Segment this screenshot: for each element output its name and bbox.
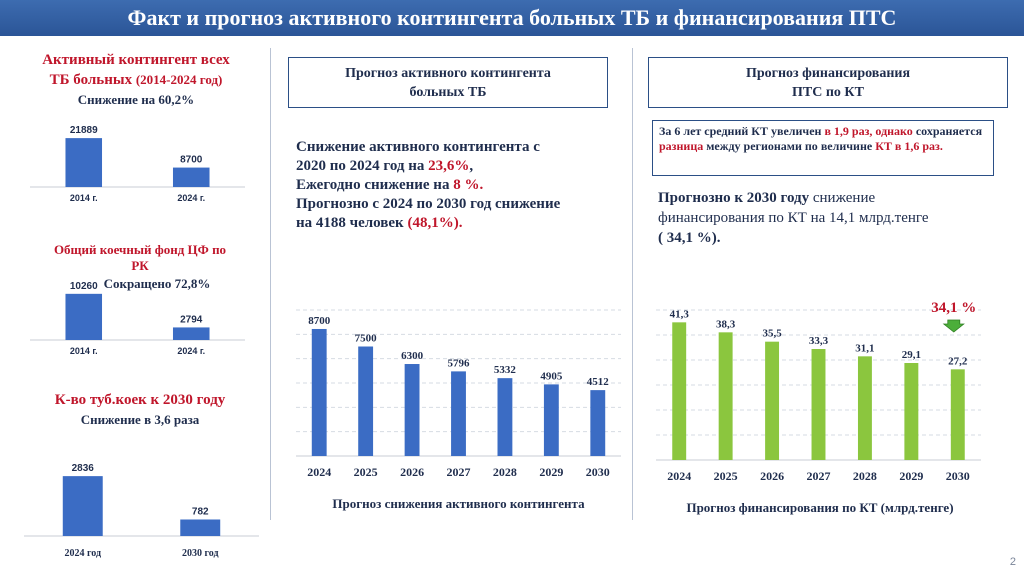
forecast-part1: Прогнозно к 2030 году — [658, 190, 810, 206]
middle-desc-line3b: 8 %. — [453, 177, 484, 193]
category-label: 2029 — [539, 465, 564, 479]
chart-contingent-forecast-svg — [296, 298, 621, 488]
info-text-7: КТ в 1,6 раз. — [875, 139, 943, 153]
chart-active-contingent-2014-2024 — [30, 112, 245, 212]
value-label: 27,2 — [948, 355, 968, 368]
info-text-2: в 1,9 раз, однако — [824, 124, 913, 138]
forecast-line1 — [658, 188, 1008, 208]
value-label: 29,1 — [901, 349, 921, 361]
middle-desc-line2 — [296, 157, 626, 176]
chart-tb-beds-svg — [24, 450, 259, 568]
forecast-line3: ( 34,1 %). — [658, 230, 721, 246]
value-label: 4512 — [586, 376, 609, 389]
block2-title-line2: РК — [131, 258, 149, 273]
page-number: 2 — [1009, 556, 1016, 568]
bar — [812, 349, 826, 460]
reduction-highlight: 34,1 % — [931, 300, 977, 316]
middle-chart-caption: Прогноз снижения активного контингента — [332, 496, 585, 511]
category-label: 2030 — [585, 465, 610, 479]
bar — [173, 327, 210, 340]
middle-desc-line5b: (48,1%). — [407, 215, 463, 231]
info-text-1: За 6 лет средний КТ увеличен — [659, 124, 822, 138]
chart-active-contingent-svg — [30, 112, 245, 212]
bar — [498, 378, 513, 456]
category-label: 2030 — [945, 469, 970, 483]
category-label: 2028 — [492, 465, 517, 479]
bar — [765, 342, 779, 460]
category-label: 2025 — [353, 465, 378, 479]
bar — [312, 329, 327, 456]
block1-subtitle: Снижение на 60,2% — [77, 92, 195, 107]
category-label: 2026 — [400, 465, 425, 479]
block1-title — [20, 50, 252, 90]
left-column-divider — [270, 48, 271, 520]
value-label: 8700 — [180, 154, 203, 166]
value-label: 4905 — [540, 370, 563, 383]
bar — [719, 332, 733, 460]
bar — [951, 369, 965, 460]
category-label: 2026 — [760, 469, 785, 483]
chart-tb-beds-2030 — [24, 450, 259, 568]
value-label: 2836 — [71, 463, 94, 475]
chart-bed-fund-svg — [30, 280, 245, 362]
value-label: 8700 — [308, 314, 331, 327]
bar — [358, 347, 373, 457]
middle-desc-line5 — [296, 214, 626, 233]
value-label: 33,3 — [808, 335, 829, 347]
value-label: 31,1 — [855, 342, 875, 355]
middle-desc-line2a: 2020 по 2024 год на — [296, 158, 425, 174]
bar — [173, 168, 210, 187]
category-label: 2024 г. — [177, 346, 206, 356]
bar — [63, 476, 103, 536]
value-label: 2794 — [180, 314, 203, 326]
middle-desc-line5a: на 4188 человек — [296, 215, 404, 231]
bar — [672, 322, 686, 460]
middle-desc-line2b: 23,6% — [428, 158, 470, 174]
middle-desc-line2c: , — [469, 158, 474, 174]
category-label: 2024 — [667, 469, 692, 483]
category-label: 2027 — [446, 465, 471, 479]
mid-column-divider — [632, 48, 633, 520]
block1-title-line2 — [20, 70, 252, 90]
down-arrow-icon — [944, 320, 964, 332]
value-label: 6300 — [401, 350, 424, 363]
value-label: 5332 — [493, 364, 516, 377]
info-text-6: величине — [820, 139, 873, 153]
value-label: 35,5 — [762, 327, 782, 340]
right-chart-caption: Прогноз финансирования по КТ (млрд.тенге) — [686, 500, 954, 515]
block3-title: К-во туб.коек к 2030 году — [54, 392, 226, 408]
block3-subtitle: Снижение в 3,6 раза — [80, 412, 200, 427]
middle-box-title — [288, 57, 608, 108]
info-text-4: разница — [659, 139, 704, 153]
block1-title-line2a: ТБ больных — [49, 72, 133, 88]
bar — [65, 138, 102, 187]
value-label: 782 — [191, 506, 209, 518]
category-label: 2014 г. — [69, 193, 98, 203]
bar — [590, 390, 605, 456]
category-label: 2024 год — [64, 548, 102, 559]
bar — [65, 294, 102, 340]
category-label: 2027 — [806, 469, 831, 483]
block1-title-line2b: (2014-2024 год) — [135, 72, 223, 87]
value-label: 41,3 — [669, 308, 689, 321]
info-text-3: сохраняется — [915, 124, 983, 138]
middle-desc-line3a: Ежегодно снижение на — [296, 177, 450, 193]
chart-financing-forecast — [656, 290, 981, 490]
value-label: 38,3 — [716, 318, 736, 331]
forecast-line2: финансирования по КТ на 14,1 млрд.тенге — [658, 210, 929, 226]
category-label: 2028 — [852, 469, 877, 483]
bar — [904, 363, 918, 460]
middle-desc-line4: Прогнозно с 2024 по 2030 год снижение — [296, 196, 561, 212]
category-label: 2030 год — [181, 548, 219, 559]
block2-title — [20, 242, 260, 274]
middle-desc-line3 — [296, 176, 626, 195]
bar — [544, 384, 559, 456]
bar — [405, 364, 420, 456]
info-text-5: между регионами по — [706, 139, 818, 153]
category-label: 2014 г. — [69, 346, 98, 356]
chart-contingent-forecast — [296, 298, 621, 488]
value-label: 21889 — [69, 125, 98, 137]
value-label: 10260 — [69, 280, 98, 292]
right-forecast-text — [658, 188, 1008, 248]
right-box-title-line1: Прогноз финансирования — [745, 65, 911, 81]
bar — [858, 356, 872, 460]
middle-box-title-line1: Прогноз активного контингента — [345, 65, 551, 81]
category-label: 2024 — [307, 465, 332, 479]
category-label: 2025 — [713, 469, 738, 483]
category-label: 2029 — [899, 469, 924, 483]
forecast-part2: снижение — [812, 190, 876, 206]
chart-bed-fund-2014-2024 — [30, 280, 245, 362]
category-label: 2024 г. — [177, 193, 206, 203]
bar — [180, 519, 220, 536]
value-label: 7500 — [354, 332, 377, 345]
block2-subtitle: Сокращено 72,8% — [103, 276, 211, 291]
middle-description — [296, 138, 626, 233]
bar — [451, 371, 466, 456]
block2-title-line1: Общий коечный фонд ЦФ по — [53, 242, 227, 257]
middle-box-title-line2: больных ТБ — [409, 84, 487, 100]
block1-title-line1: Активный контингент всех — [42, 52, 230, 68]
chart-financing-forecast-svg — [656, 290, 981, 490]
right-box-title-line2: ПТС по КТ — [792, 84, 864, 100]
right-box-title — [648, 57, 1008, 108]
middle-desc-line1: Снижение активного контингента с — [296, 139, 540, 155]
right-info-box — [652, 120, 994, 176]
value-label: 5796 — [447, 357, 470, 370]
page-title: Факт и прогноз активного контингента больных ТБ и финансирования ПТС — [0, 0, 1024, 36]
